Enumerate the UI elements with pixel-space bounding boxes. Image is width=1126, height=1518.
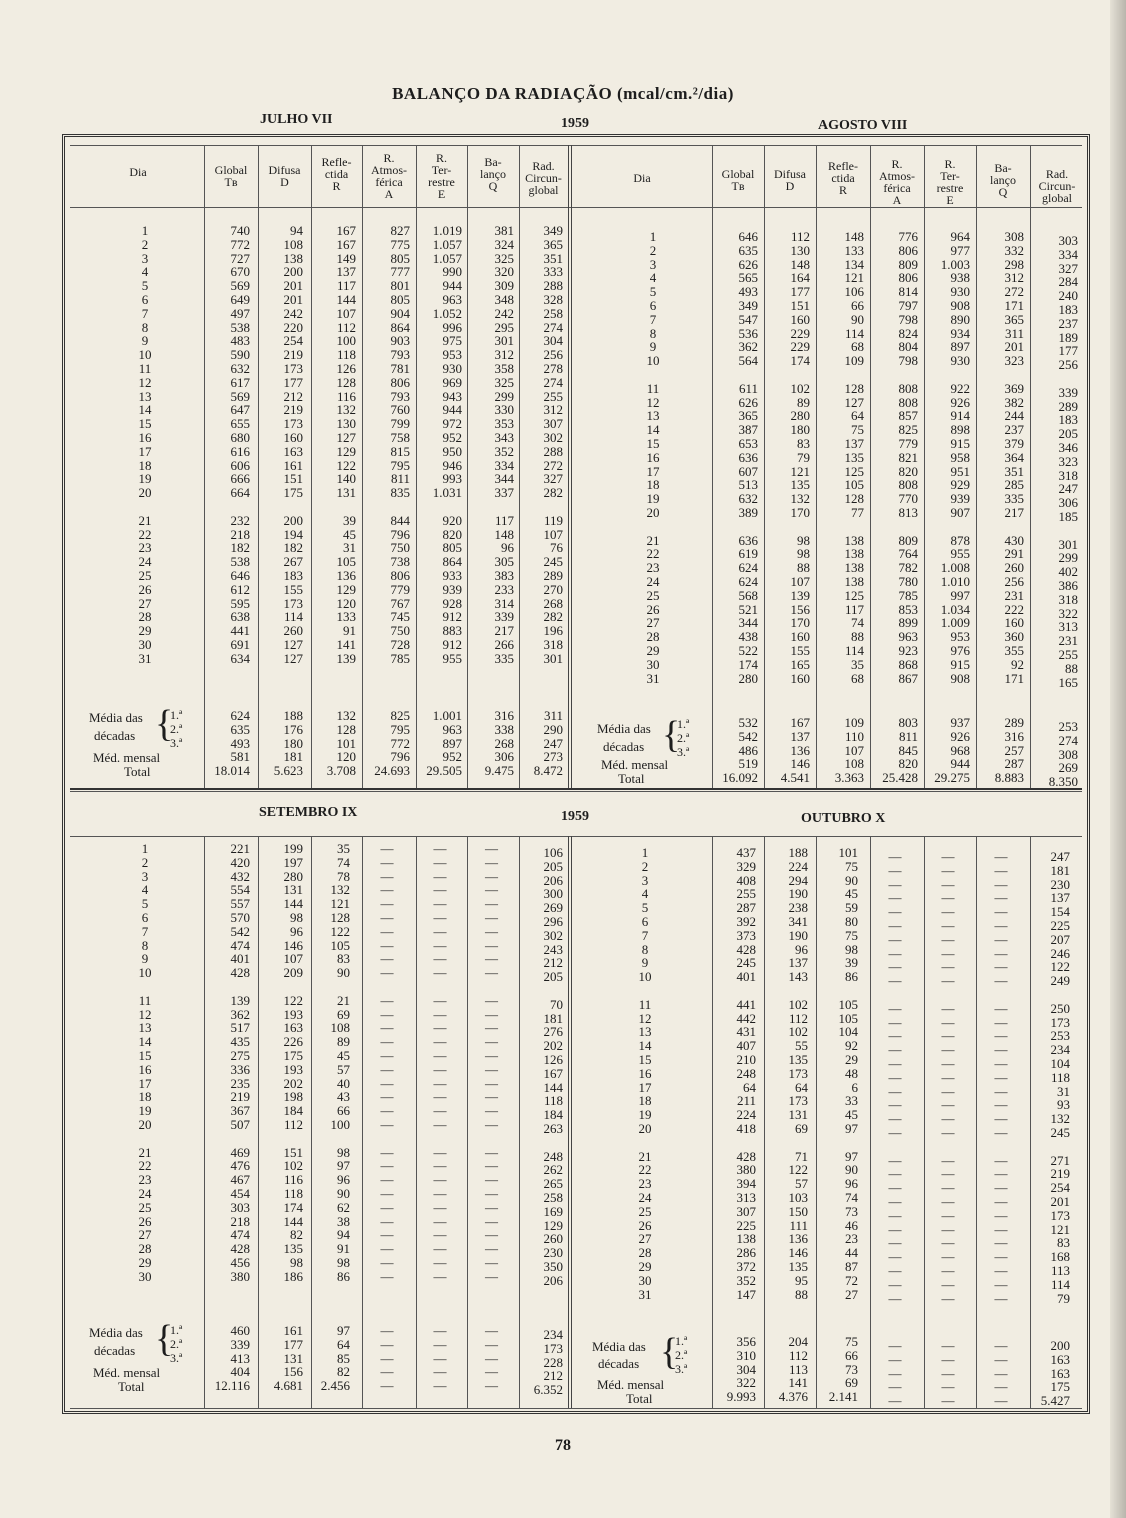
outubro-global: 437 329 408 255 287 392 373 428 245 401 441 442 431 407 210 248 64 211 224 418 428 380 394 313 307 225 138 286 372 352 147 — [736, 845, 756, 1302]
setembro-sum-atmosferica: — — — — — — [380, 1323, 394, 1394]
julho-circun: 349 365 351 333 288 328 258 274 304 256 278 274 255 312 307 302 288 272 327 282 119 107 76 245 289 270 268 282 196 318 301 — [543, 223, 563, 666]
col-divider — [870, 145, 871, 788]
setembro-global: 221 420 432 554 557 570 542 474 401 428 139 362 517 435 275 336 235 219 367 507 469 476 467 454 303 218 474 428 456 380 — [230, 841, 250, 1284]
col-divider — [311, 836, 312, 1408]
setembro-sum-global: 460 339 413 404 12.116 — [214, 1323, 250, 1394]
total-label: Total — [124, 764, 151, 779]
agosto-sum-terrestre: 937 926 968 944 29.275 — [934, 715, 970, 786]
total-label: Total — [118, 1379, 145, 1394]
header-circun: Rad. Circun- global — [1038, 167, 1076, 205]
julho-days: 1 2 3 4 5 6 7 8 9 10 11 12 13 14 15 16 17 18 19 20 21 22 23 24 25 26 27 28 29 30 31 — [138, 223, 152, 666]
page-title: BALANÇO DA RADIAÇÃO (mcal/cm.²/dia) — [392, 84, 734, 103]
julho-sum-atmosferica: 825 795 772 796 24.693 — [374, 708, 410, 779]
agosto-atmosferica: 776 806 809 806 814 797 798 824 804 798 808 808 857 825 779 821 820 808 770 813 809 764 782 780 785 853 899 963 923 868 867 — [898, 229, 918, 686]
media-label: Média das — [89, 1325, 143, 1340]
setembro-days: 1 2 3 4 5 6 7 8 9 10 11 12 13 14 15 16 17 18 19 20 21 22 23 24 25 26 27 28 29 30 — [138, 841, 152, 1284]
col-divider — [764, 145, 765, 788]
media-label: Média das — [592, 1339, 646, 1354]
agosto-terrestre: 964 977 1.003 938 930 908 890 934 897 930 922 926 914 898 915 958 951 929 939 907 878 955 1.008 1.010 997 1.034 1.009 953 976 915 908 — [940, 229, 970, 686]
col-divider — [204, 836, 205, 1408]
med-mensal-label: Méd. mensal — [93, 750, 161, 765]
setembro-terrestre: — — — — — — — — — — — — — — — — — — — — — — — — — — — — — — — [433, 841, 447, 1284]
month-title-julho: JULHO VII — [260, 112, 333, 127]
julho-global: 740 772 727 670 569 649 497 538 483 590 632 617 569 647 655 680 616 606 666 664 232 218 182 538 646 612 595 638 441 691 634 — [230, 223, 250, 666]
col-divider — [976, 836, 977, 1408]
decadas-label: décadas — [94, 728, 136, 743]
setembro-sum-balanco: — — — — — — [485, 1323, 498, 1394]
setembro-balanco: — — — — — — — — — — — — — — — — — — — — — — — — — — — — — — — [485, 841, 498, 1284]
year-top: 1959 — [561, 116, 589, 131]
col-divider — [416, 145, 417, 788]
med-mensal-label: Méd. mensal — [93, 1365, 161, 1380]
header-circun: Rad. Circun- global — [525, 159, 562, 197]
month-title-agosto: AGOSTO VIII — [818, 118, 908, 133]
header-terrestre: R. Ter- restre E — [936, 157, 964, 207]
outubro-circun: 247 181 230 137 154 225 207 246 122 249 250 173 253 234 104 118 31 93 132 245 271 219 254 201 173 121 83 168 113 114 79 — [1050, 849, 1070, 1306]
setembro-reflectida: 35 74 78 132 121 128 122 105 83 90 21 69 108 89 45 57 40 43 66 100 98 97 96 90 62 38 94 91 98 86 — [330, 841, 350, 1284]
header-balanco: Ba- lanço Q — [990, 161, 1016, 199]
col-divider — [467, 836, 468, 1408]
julho-sum-reflectida: 132 128 101 120 3.708 — [326, 708, 356, 779]
outubro-atmosferica: — — — — — — — — — — — — — — — — — — — — — — — — — — — — — — — — [888, 849, 902, 1306]
outubro-sum-terrestre: — — — — — — [941, 1338, 955, 1409]
julho-atmosferica: 827 775 805 777 801 805 904 864 903 793 781 806 793 760 799 758 815 795 811 835 844 796 750 738 806 779 767 745 750 728 785 — [390, 223, 410, 666]
col-divider — [311, 145, 312, 788]
agosto-sum-global: 532 542 486 519 16.092 — [722, 715, 758, 786]
julho-sum-balanco: 316 338 268 306 9.475 — [484, 708, 514, 779]
julho-sum-global: 624 635 493 581 18.014 — [214, 708, 250, 779]
page-number: 78 — [555, 1437, 571, 1454]
col-divider — [816, 145, 817, 788]
month-title-outubro: OUTUBRO X — [801, 811, 886, 826]
month-title-setembro: SETEMBRO IX — [259, 805, 358, 820]
bottom-rule — [70, 1408, 1082, 1409]
col-divider — [519, 145, 520, 788]
outubro-days: 1 2 3 4 5 6 7 8 9 10 11 12 13 14 15 16 17 18 19 20 21 22 23 24 25 26 27 28 29 30 31 — [638, 845, 652, 1302]
col-divider — [1030, 836, 1031, 1408]
header-balanco: Ba- lanço Q — [480, 155, 506, 193]
col-divider — [816, 836, 817, 1408]
col-divider — [870, 836, 871, 1408]
julho-sum-terrestre: 1.001 963 897 952 29.505 — [426, 708, 462, 779]
outubro-reflectida: 101 75 90 45 59 80 75 98 39 86 105 105 104 92 29 48 6 33 45 97 97 90 96 74 73 46 23 44 87 72 27 — [838, 845, 858, 1302]
total-label: Total — [618, 771, 645, 786]
setembro-circun: 106 205 206 300 269 296 302 243 212 205 70 181 276 202 126 167 144 118 184 263 248 262 265 258 169 129 260 230 350 206 — [543, 845, 563, 1288]
col-divider — [924, 145, 925, 788]
col-divider — [258, 145, 259, 788]
outubro-difusa: 188 224 294 190 238 341 190 96 137 143 102 112 102 55 135 173 64 173 131 69 71 122 57 103 150 111 136 146 135 95 88 — [788, 845, 808, 1302]
month-divider — [568, 145, 572, 788]
agosto-days: 1 2 3 4 5 6 7 8 9 10 11 12 13 14 15 16 17 18 19 20 21 22 23 24 25 26 27 28 29 30 31 — [646, 229, 660, 686]
header-dia: Dia — [633, 171, 651, 185]
decade-numbers: 1.ª 2.ª 3.ª — [677, 717, 690, 759]
julho-difusa: 94 108 138 200 201 201 242 220 254 219 173 177 212 219 173 160 163 161 151 175 200 194 182 267 183 155 173 114 260 127 127 — [283, 223, 303, 666]
outubro-sum-circun: 200 163 163 175 5.427 — [1040, 1338, 1070, 1409]
header-atmosferica: R. Atmos- férica A — [371, 151, 407, 201]
col-divider — [712, 145, 713, 788]
col-divider — [712, 836, 713, 1408]
header-atmosferica: R. Atmos- férica A — [879, 157, 915, 207]
brace-symbol: { — [660, 1331, 679, 1373]
agosto-sum-circun: 253 274 308 269 8.350 — [1048, 719, 1078, 790]
decade-numbers: 1.ª 2.ª 3.ª — [675, 1334, 688, 1376]
agosto-sum-reflectida: 109 110 107 108 3.363 — [834, 715, 864, 786]
setembro-difusa: 199 197 280 131 144 98 96 146 107 209 122 193 163 226 175 193 202 198 184 112 151 102 116 118 174 144 82 135 98 186 — [283, 841, 303, 1284]
header-bottom-rule — [70, 207, 1082, 208]
mid-rule-2 — [70, 791, 1082, 792]
setembro-sum-reflectida: 97 64 85 82 2.456 — [320, 1323, 350, 1394]
col-divider — [924, 836, 925, 1408]
outubro-terrestre: — — — — — — — — — — — — — — — — — — — — — — — — — — — — — — — — [941, 849, 955, 1306]
julho-balanco: 381 324 325 320 309 348 242 295 301 312 358 325 299 330 353 343 352 334 344 337 117 148 96 305 383 233 314 339 217 266 335 — [494, 223, 514, 666]
header-difusa: Difusa D — [268, 163, 301, 189]
brace-symbol: { — [155, 1318, 174, 1360]
brace-symbol: { — [155, 703, 174, 745]
agosto-difusa: 112 130 148 164 177 151 160 229 229 174 102 89 280 180 83 79 121 135 132 170 98 98 88 107 139 156 170 160 155 165 160 — [790, 229, 810, 686]
col-divider — [467, 145, 468, 788]
col-divider — [976, 145, 977, 788]
med-mensal-label: Méd. mensal — [597, 1377, 665, 1392]
setembro-atmosferica: — — — — — — — — — — — — — — — — — — — — — — — — — — — — — — — [380, 841, 394, 1284]
decadas-label: décadas — [94, 1343, 136, 1358]
julho-reflectida: 167 167 149 137 117 144 107 112 100 118 126 128 116 132 130 127 129 122 140 131 39 45 31 105 136 129 120 133 91 141 139 — [336, 223, 356, 666]
media-label: Média das — [89, 710, 143, 725]
brace-symbol: { — [662, 714, 681, 756]
outubro-sum-atmosferica: — — — — — — [888, 1338, 902, 1409]
julho-sum-circun: 311 290 247 273 8.472 — [533, 708, 563, 779]
decadas-label: décadas — [603, 739, 645, 754]
header-global: Global Tв — [721, 167, 755, 193]
header-reflectida: Refle- ctida R — [828, 159, 858, 197]
outubro-sum-difusa: 204 112 113 141 4.376 — [778, 1334, 808, 1405]
header-dia: Dia — [129, 165, 147, 179]
julho-sum-difusa: 188 176 180 181 5.623 — [273, 708, 303, 779]
col-divider — [764, 836, 765, 1408]
total-label: Total — [626, 1391, 653, 1406]
decade-numbers: 1.ª 2.ª 3.ª — [170, 708, 183, 750]
agosto-reflectida: 148 133 134 121 106 66 90 114 68 109 128 127 64 75 137 135 125 105 128 77 138 138 138 138 125 117 74 88 114 35 68 — [844, 229, 864, 686]
header-global: Global Tв — [214, 163, 248, 189]
med-mensal-label: Méd. mensal — [601, 757, 669, 772]
outubro-balanco: — — — — — — — — — — — — — — — — — — — — — — — — — — — — — — — — [994, 849, 1008, 1306]
header-reflectida: Refle- ctida R — [321, 155, 352, 193]
setembro-sum-terrestre: — — — — — — [433, 1323, 447, 1394]
decadas-label: décadas — [598, 1356, 640, 1371]
col-divider — [204, 145, 205, 788]
agosto-sum-balanco: 289 316 257 287 8.883 — [994, 715, 1024, 786]
julho-terrestre: 1.019 1.057 1.057 990 944 963 1.052 996 975 953 930 969 943 944 972 952 950 946 993 1.031 920 820 805 864 933 939 928 912 883 912 955 — [432, 223, 462, 666]
col-divider — [258, 836, 259, 1408]
outubro-sum-reflectida: 75 66 73 69 2.141 — [828, 1334, 858, 1405]
page-edge-shadow — [1110, 0, 1126, 1518]
col-divider — [362, 145, 363, 788]
agosto-global: 646 635 626 565 493 349 547 536 362 564 611 626 365 387 653 636 607 513 632 389 636 619 624 624 568 521 344 438 522 174 280 — [738, 229, 758, 686]
media-label: Média das — [597, 721, 651, 736]
agosto-sum-atmosferica: 803 811 845 820 25.428 — [882, 715, 918, 786]
header-difusa: Difusa D — [774, 167, 806, 193]
header-terrestre: R. Ter- restre E — [428, 151, 455, 201]
col-divider — [519, 836, 520, 1408]
year-mid: 1959 — [561, 809, 589, 824]
agosto-balanco: 308 332 298 312 272 171 365 311 201 323 369 382 244 237 379 364 351 285 335 217 430 291 260 256 231 222 160 360 355 92 171 — [1004, 229, 1024, 686]
outubro-sum-global: 356 310 304 322 9.993 — [726, 1334, 756, 1405]
decade-numbers: 1.ª 2.ª 3.ª — [170, 1323, 183, 1365]
setembro-sum-circun: 234 173 228 212 6.352 — [533, 1327, 563, 1398]
agosto-sum-difusa: 167 137 136 146 4.541 — [780, 715, 810, 786]
header-top-rule — [70, 145, 1082, 146]
setembro-sum-difusa: 161 177 131 156 4.681 — [273, 1323, 303, 1394]
col-divider — [362, 836, 363, 1408]
month-divider — [568, 836, 572, 1408]
lower-header-rule — [70, 836, 1082, 837]
outubro-sum-balanco: — — — — — — [994, 1338, 1008, 1409]
agosto-circun: 303 334 327 284 240 183 237 189 177 256 339 289 183 205 346 323 318 247 306 185 301 299 402 386 318 322 313 231 255 88 165 — [1058, 233, 1078, 690]
col-divider — [416, 836, 417, 1408]
mid-rule-1 — [70, 788, 1082, 790]
col-divider — [1030, 145, 1031, 788]
